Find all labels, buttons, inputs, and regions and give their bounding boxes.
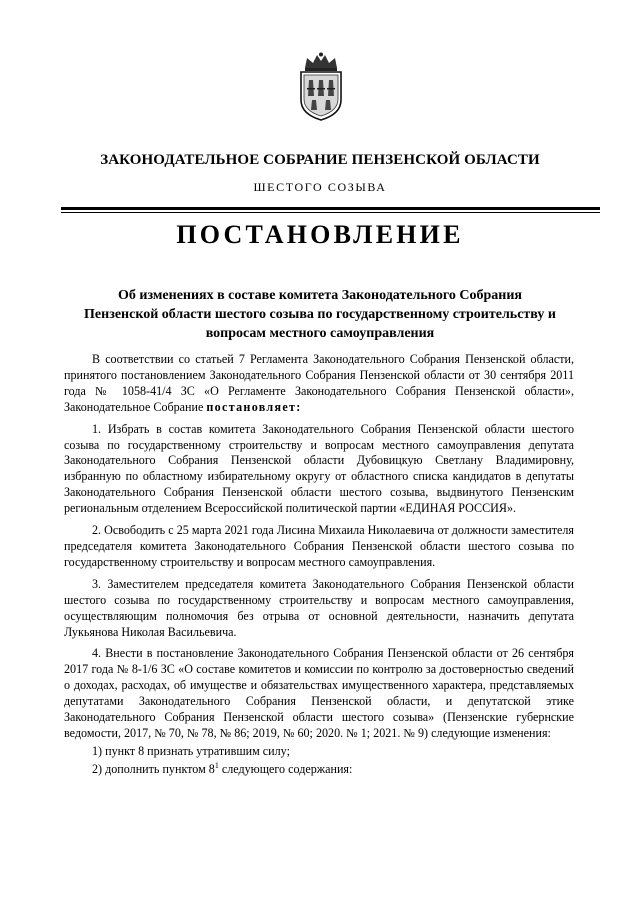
preamble-paragraph — [64, 352, 574, 416]
item-4-paragraph: 4. Внести в постановление Законодательного Собрания Пензенской области от 26 сентября 2017 года № 8-1/6 ЗС «О составе комитетов и комиссии по контролю за достоверностью сведений о доходах, расходах, об имуществе и обязательствах имущественного характера, представляемых депутатами Законодательного Собрания Пензенской области, и депутатской этике Законодательного Собрания Пензенской области шестого созыва» (Пензенские губернские ведомости, 2017, № 70, № 78, № 86; 2019, № 60; 2020. № 1; 2021. № 9) следующие изменения: — [64, 646, 574, 740]
document-title: Об изменениях в составе комитета Законодательного Собрания Пензенской области шестого созыва по государственному строительству и вопросам местного самоуправления — [84, 288, 556, 341]
preamble-text: В соответствии со статьей 7 Регламента Законодательного Собрания Пензенской области, принятого постановлением Законодательного Собрания Пензенской области от 30 сентября 2011 года № 1058-41/4 ЗС «О Регламенте Законодательного Собрания Пензенской области», Законодательное Собрание — [64, 352, 574, 414]
header-divider-thick — [61, 207, 600, 210]
subitem-1-paragraph: 1) пункт 8 признать утратившим силу; — [92, 743, 290, 758]
organization-name: ЗАКОНОДАТЕЛЬНОЕ СОБРАНИЕ ПЕНЗЕНСКОЙ ОБЛАСТИ — [100, 152, 540, 168]
document-body — [64, 352, 574, 780]
header-divider-thin — [61, 212, 600, 213]
resolves-keyword: постановляет: — [206, 399, 302, 414]
convocation-label: ШЕСТОГО СОЗЫВА — [253, 180, 387, 194]
subitem-2-text: 2) дополнить пунктом 8 — [92, 761, 215, 776]
item-3-paragraph: 3. Заместителем председателя комитета Законодательного Собрания Пензенской области шестого созыва по государственному строительству и вопросам местного самоуправления, осуществляющим полномочия без отрыва от основной деятельности, назначить депутата Лукьянова Николая Васильевича. — [64, 576, 574, 639]
item-2-paragraph: 2. Освободить с 25 марта 2021 года Лисина Михаила Николаевича от должности заместителя председателя комитета Законодательного Собрания Пензенской области шестого созыва по государственному строительству и вопросам местного самоуправления. — [64, 523, 574, 569]
subitem-2-paragraph — [64, 762, 574, 778]
item-1-paragraph: 1. Избрать в состав комитета Законодательного Собрания Пензенской области шестого созыва по государственному строительству и вопросам местного самоуправления депутата Законодательного Собрания Пензенской области Дубовицкую Светлану Владимировну, избранную по областному избирательному округу от областного списка кандидатов в депутаты Законодательного Собрания Пензенской области шестого созыва, выдвинутого Пензенским региональным отделением Всероссийской политической партии «ЕДИНАЯ РОССИЯ». — [64, 421, 574, 516]
document-type: ПОСТАНОВЛЕНИЕ — [176, 220, 464, 249]
subitem-2-superscript: 1 — [214, 760, 219, 770]
subitem-2-text-end: следующего содержания: — [218, 761, 353, 776]
coat-of-arms-icon — [293, 52, 349, 122]
